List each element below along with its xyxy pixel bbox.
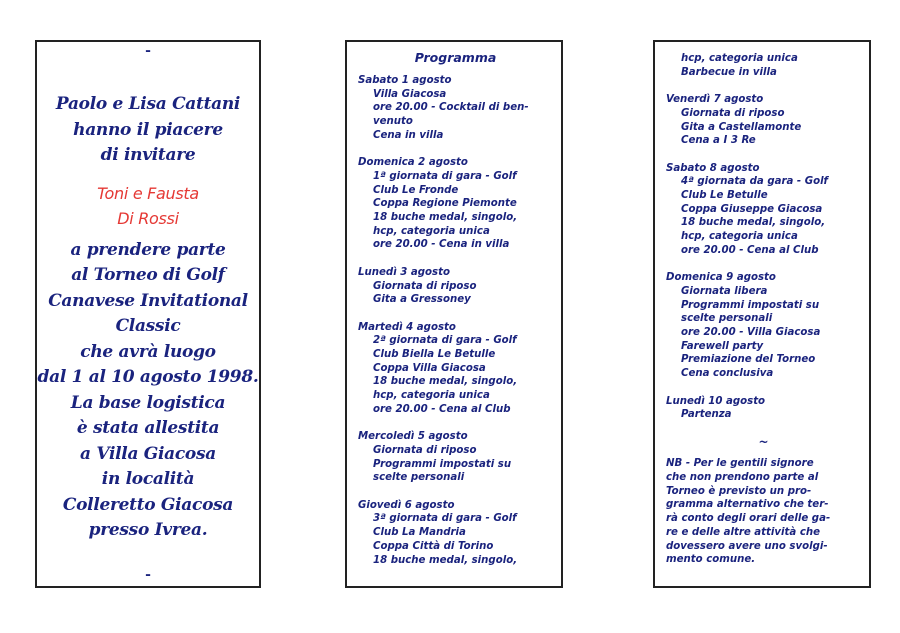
day-line: Partenza — [681, 409, 732, 421]
body-line: che avrà luogo — [80, 341, 216, 362]
day-date: Domenica 9 agosto — [666, 272, 776, 284]
day-line: Programmi impostati su — [681, 299, 820, 311]
day-line: Giornata libera — [681, 285, 768, 297]
day-line: 18 buche medal, singolo, — [373, 554, 518, 566]
day-date: Mercoledì 5 agosto — [358, 431, 468, 443]
day-line: 18 buche medal, singolo, — [373, 376, 518, 388]
day-line: Coppa Villa Giacosa — [373, 362, 486, 374]
day-line: Barbecue in villa — [681, 66, 777, 78]
day-line: hcp, categoria unica — [373, 390, 490, 402]
program-day — [666, 93, 861, 148]
nb-line: rà conto degli orari delle ga- — [666, 513, 831, 525]
nb-line: re e delle altre attività che — [666, 526, 821, 538]
day-line: Farewell party — [681, 340, 764, 352]
programme-panel-2 — [653, 40, 871, 588]
nb-note — [666, 457, 861, 567]
day-line: Cena conclusiva — [681, 368, 774, 380]
body-line: a Villa Giacosa — [80, 443, 216, 464]
program-day — [358, 321, 553, 417]
program-day — [358, 499, 553, 568]
day-date: Venerdì 7 agosto — [666, 94, 764, 106]
nb-line: Torneo è previsto un pro- — [666, 485, 812, 497]
day-date: Martedì 4 agosto — [358, 321, 456, 333]
day-line: hcp, categoria unica — [373, 225, 490, 237]
continued-day — [666, 52, 861, 79]
day-line: ore 20.00 - Cocktail di ben- — [373, 102, 529, 114]
day-date: Giovedì 6 agosto — [358, 499, 455, 511]
day-line: Premiazione del Torneo — [681, 354, 816, 366]
guest-name: Toni e Fausta — [97, 183, 199, 203]
program-day — [358, 430, 553, 485]
program-day — [666, 271, 861, 381]
day-date: Domenica 2 agosto — [358, 157, 468, 169]
day-date: Sabato 8 agosto — [666, 162, 760, 174]
day-line: 1ª giornata di gara - Golf — [373, 170, 517, 182]
day-line: Giornata di riposo — [681, 107, 785, 119]
day-line: 3ª giornata di gara - Golf — [373, 513, 517, 525]
day-line: Club Le Betulle — [681, 190, 768, 201]
top-dash: - — [145, 43, 151, 59]
program-day — [666, 395, 861, 422]
day-line: Cena a I 3 Re — [681, 135, 756, 147]
body-line: Classic — [115, 316, 181, 336]
day-line: Coppa Regione Piemonte — [373, 198, 517, 210]
programme-column — [666, 52, 861, 567]
programme-heading: Programma — [414, 50, 497, 65]
day-line: Gita a Castellamonte — [681, 121, 802, 133]
program-day — [358, 74, 553, 143]
programme-column — [358, 50, 553, 581]
body-line: Colleretto Giacosa — [62, 494, 234, 515]
day-line: Coppa Giuseppe Giacosa — [681, 203, 823, 215]
day-line: Villa Giacosa — [373, 88, 447, 100]
nb-line: mento comune. — [666, 554, 756, 566]
day-line: ore 20.00 - Cena in villa — [373, 239, 510, 251]
program-day — [666, 162, 861, 258]
body-line: La base logistica — [70, 392, 226, 413]
right-day-list — [666, 93, 861, 422]
day-line: 4ª giornata da gara - Golf — [681, 176, 828, 188]
program-day — [358, 156, 553, 252]
body-line: in località — [101, 469, 195, 489]
tilde-divider: ~ — [758, 434, 769, 449]
nb-line: che non prendono parte al — [666, 472, 819, 484]
host-line: di invitare — [100, 145, 196, 165]
host-line: hanno il piacere — [73, 119, 223, 140]
day-line: ore 20.00 - Cena al Club — [681, 244, 819, 256]
day-line: hcp, categoria unica — [681, 53, 798, 64]
day-line: scelte personali — [681, 313, 773, 325]
nb-line: gramma alternativo che ter- — [666, 499, 829, 511]
body-line: dal 1 al 10 agosto 1998. — [37, 367, 259, 387]
day-line: Gita a Gressoney — [373, 294, 471, 306]
body-line: Canavese Invitational — [48, 290, 248, 311]
day-line: Cena in villa — [373, 129, 444, 141]
day-line: Coppa Città di Torino — [373, 540, 494, 552]
body-line: al Torneo di Golf — [71, 265, 225, 285]
day-line: 18 buche medal, singolo, — [373, 212, 518, 224]
day-date: Lunedì 3 agosto — [358, 266, 450, 278]
nb-line: NB - Per le gentili signore — [666, 458, 814, 470]
day-line: scelte personali — [373, 472, 465, 484]
guest-name: Di Rossi — [117, 209, 179, 228]
body-line: a prendere parte — [70, 239, 226, 260]
body-line: è stata allestita — [76, 418, 220, 438]
day-line: ore 20.00 - Cena al Club — [373, 403, 511, 415]
day-date: Lunedì 10 agosto — [666, 395, 766, 407]
programme-panel-1 — [345, 40, 563, 588]
bottom-dash: - — [145, 567, 151, 583]
day-line: hcp, categoria unica — [681, 231, 798, 243]
day-line: Club Le Fronde — [373, 184, 459, 196]
day-line: 18 buche medal, singolo, — [681, 217, 826, 229]
invitation-panel — [35, 40, 261, 588]
day-line: Programmi impostati su — [373, 458, 512, 470]
host-line: Paolo e Lisa Cattani — [55, 94, 241, 114]
program-day — [358, 266, 553, 307]
nb-line: dovessero avere uno svolgi- — [666, 540, 828, 552]
day-line: Club La Mandria — [373, 527, 466, 539]
day-line: Giornata di riposo — [373, 280, 477, 292]
day-line: ore 20.00 - Villa Giacosa — [681, 327, 821, 339]
day-line: Giornata di riposo — [373, 444, 477, 456]
day-line: 2ª giornata di gara - Golf — [373, 335, 517, 347]
day-date: Sabato 1 agosto — [358, 75, 452, 86]
day-line: venuto — [373, 116, 413, 128]
invitation-text — [37, 92, 259, 544]
day-line: Club Biella Le Betulle — [373, 349, 496, 361]
body-line: presso Ivrea. — [88, 520, 208, 540]
